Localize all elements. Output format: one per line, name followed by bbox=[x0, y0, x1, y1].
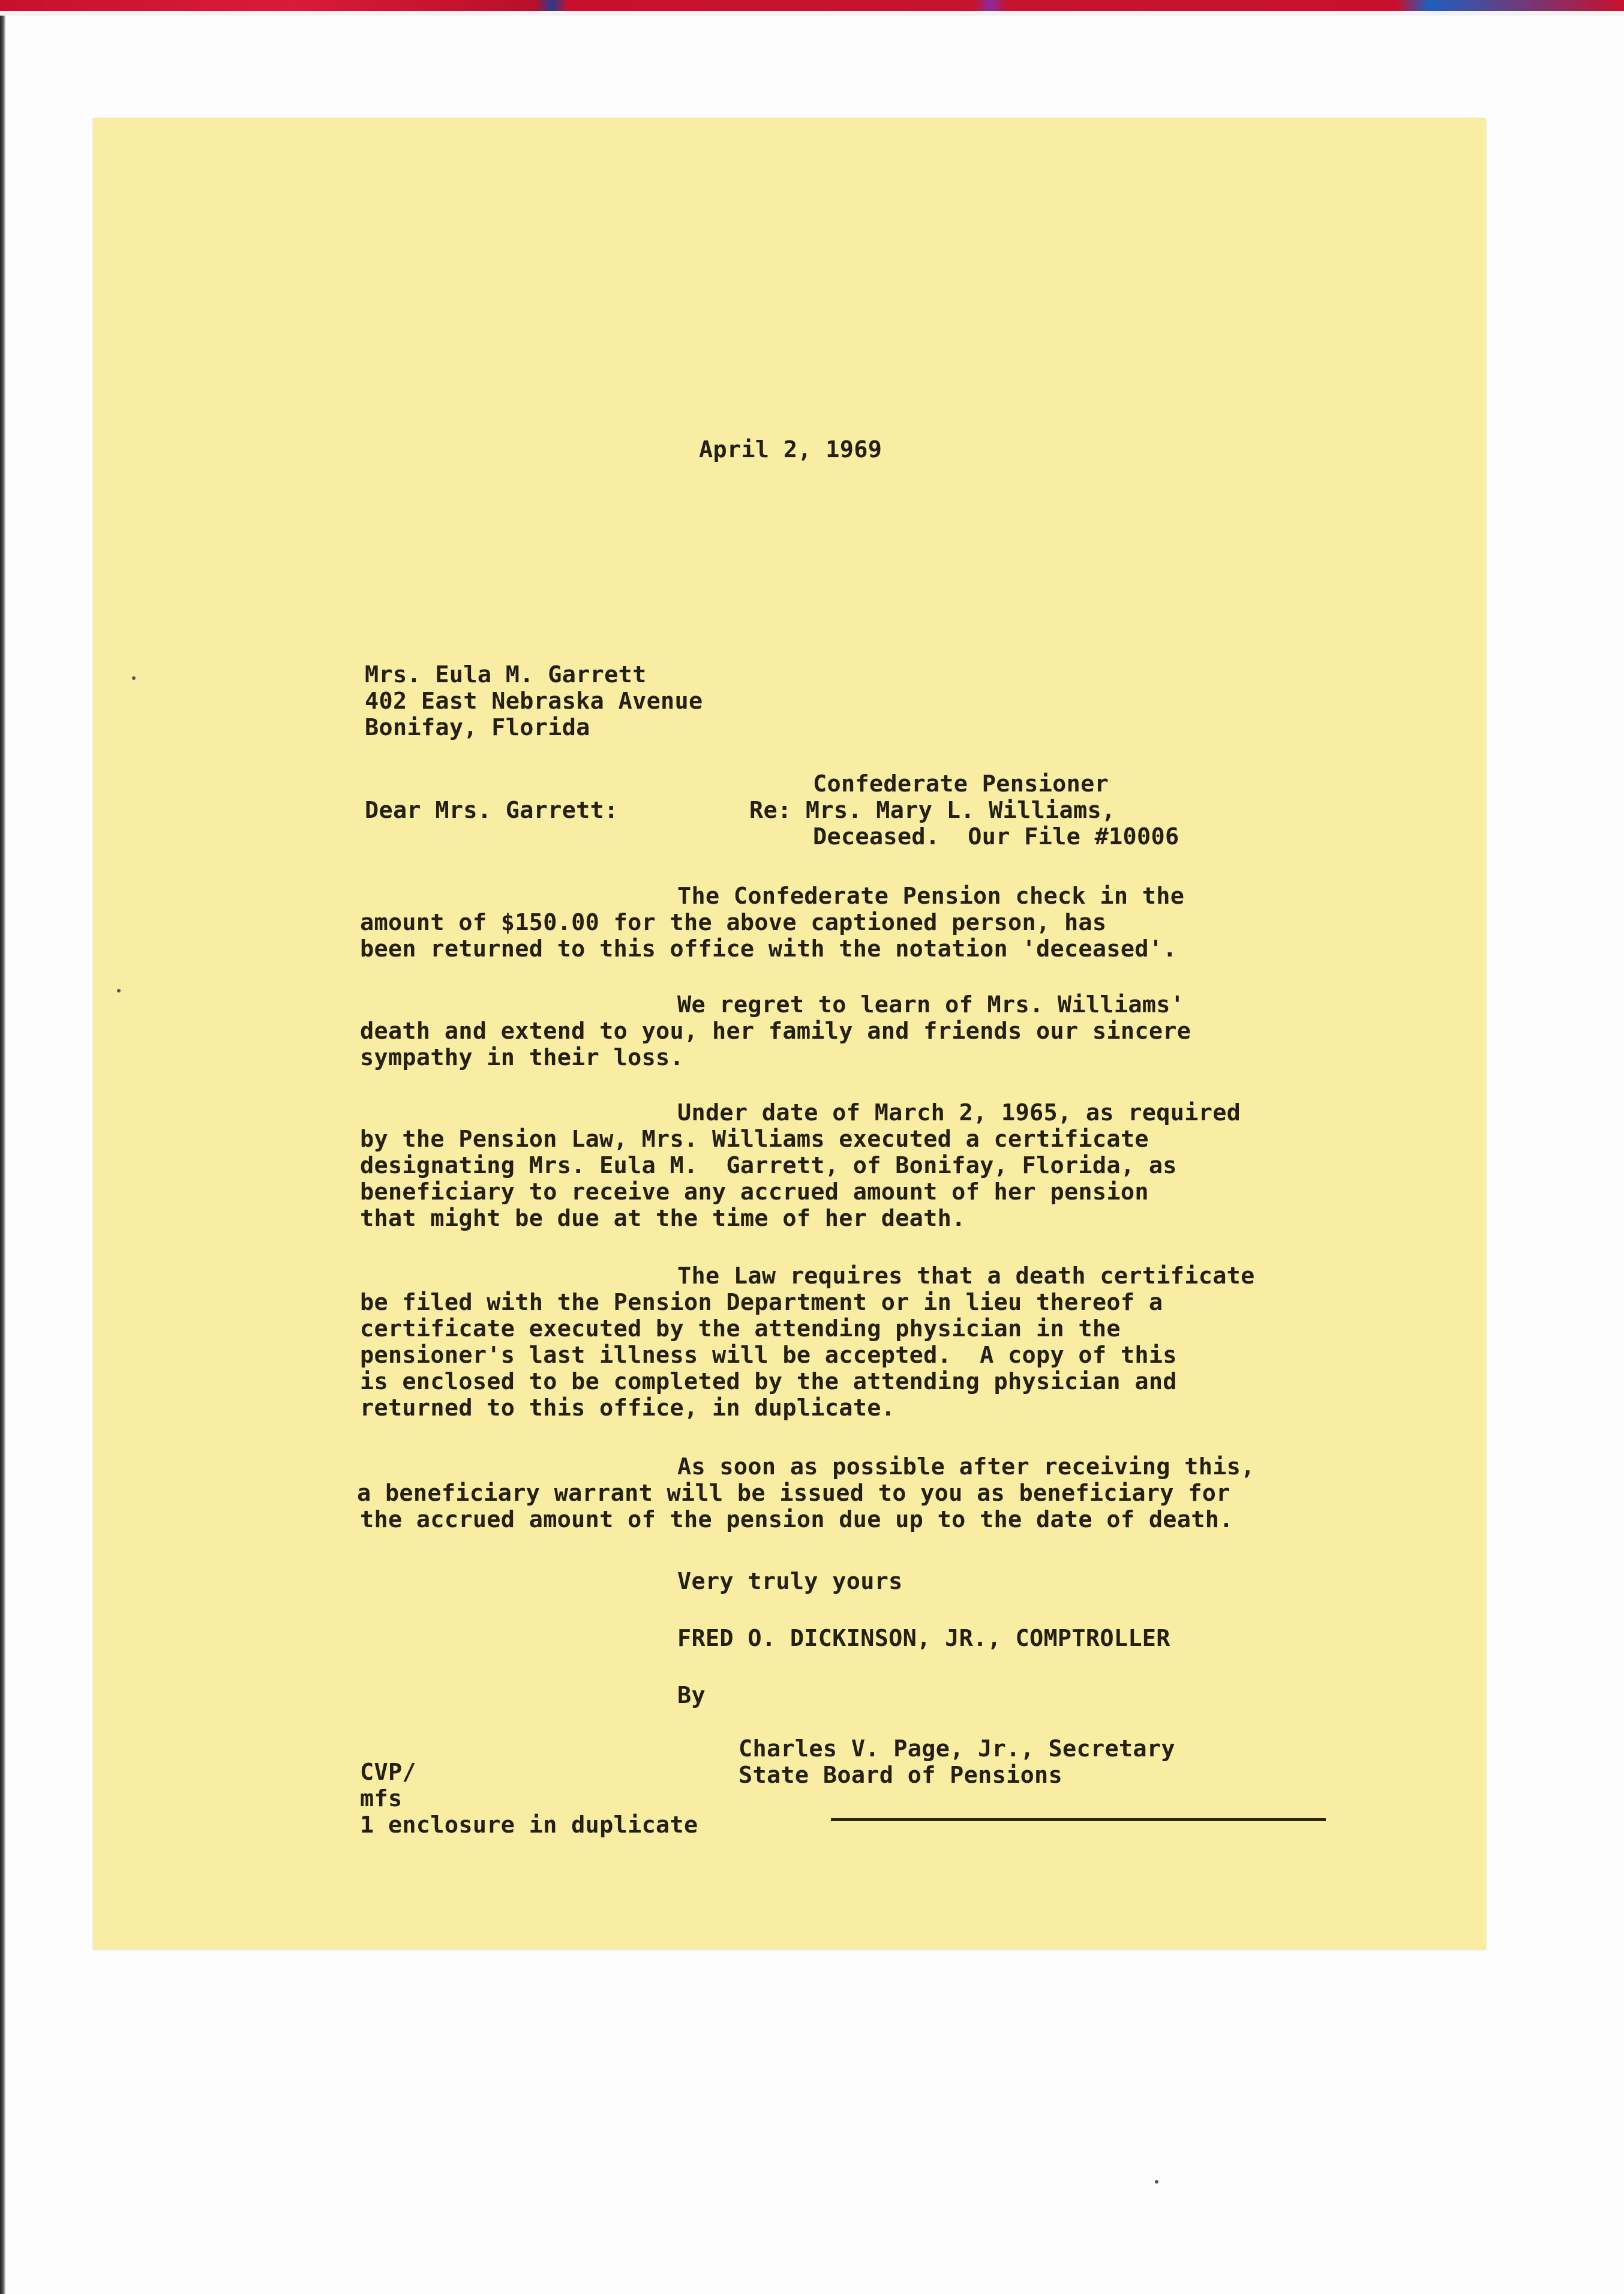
letter-page bbox=[93, 118, 1486, 1950]
paragraph-4-line-5: is enclosed to be completed by the attending physician and bbox=[360, 1368, 1177, 1395]
recipient-name: Mrs. Eula M. Garrett bbox=[365, 661, 647, 688]
signer-title: State Board of Pensions bbox=[739, 1762, 1063, 1789]
signer-name: Charles V. Page, Jr., Secretary bbox=[739, 1735, 1175, 1762]
paragraph-1-line-2: amount of $150.00 for the above captioned person, has bbox=[360, 909, 1107, 936]
paragraph-4-line-1: The Law requires that a death certificate bbox=[677, 1263, 1255, 1290]
reference-line-3: Deceased. Our File #10006 bbox=[813, 823, 1179, 850]
scan-edge bbox=[0, 16, 5, 2294]
paragraph-4-line-2: be filed with the Pension Department or in lieu thereof a bbox=[360, 1289, 1163, 1316]
scan-speck bbox=[132, 676, 136, 680]
paragraph-5-line-2: a beneficiary warrant will be issued to you as beneficiary for bbox=[357, 1480, 1230, 1507]
scan-speck bbox=[117, 989, 121, 992]
paragraph-3-line-3: designating Mrs. Eula M. Garrett, of Bonifay, Florida, as bbox=[360, 1152, 1177, 1179]
salutation: Dear Mrs. Garrett: bbox=[365, 797, 619, 824]
recipient-city: Bonifay, Florida bbox=[365, 714, 590, 741]
typist-initials: mfs bbox=[360, 1785, 403, 1812]
paragraph-2-line-1: We regret to learn of Mrs. Williams' bbox=[677, 991, 1185, 1018]
paragraph-3-line-4: beneficiary to receive any accrued amount of her pension bbox=[360, 1179, 1149, 1206]
by-line: By bbox=[677, 1682, 706, 1709]
enclosure-note: 1 enclosure in duplicate bbox=[360, 1812, 698, 1839]
sender-line: FRED O. DICKINSON, JR., COMPTROLLER bbox=[677, 1625, 1170, 1652]
paragraph-4-line-6: returned to this office, in duplicate. bbox=[360, 1395, 896, 1422]
paragraph-5-line-3: the accrued amount of the pension due up to the date of death. bbox=[360, 1506, 1233, 1533]
paragraph-2-line-2: death and extend to you, her family and friends our sincere bbox=[360, 1018, 1191, 1045]
reference-initials: CVP/ bbox=[360, 1759, 416, 1786]
paragraph-2-line-3: sympathy in their loss. bbox=[360, 1044, 685, 1071]
paragraph-3-line-5: that might be due at the time of her death. bbox=[360, 1205, 966, 1232]
signature-line bbox=[831, 1818, 1326, 1821]
recipient-street: 402 East Nebraska Avenue bbox=[365, 688, 703, 715]
paragraph-4-line-4: pensioner's last illness will be accepted. A copy of this bbox=[360, 1342, 1177, 1369]
reference-line-2: Re: Mrs. Mary L. Williams, bbox=[749, 797, 1116, 824]
scan-color-strip bbox=[0, 0, 1624, 16]
closing: Very truly yours bbox=[677, 1568, 903, 1595]
scan-speck bbox=[1155, 2180, 1158, 2184]
paragraph-1-line-3: been returned to this office with the notation 'deceased'. bbox=[360, 935, 1177, 962]
paragraph-3-line-2: by the Pension Law, Mrs. Williams executed a certificate bbox=[360, 1126, 1149, 1153]
paragraph-5-line-1: As soon as possible after receiving this, bbox=[677, 1453, 1255, 1480]
paragraph-3-line-1: Under date of March 2, 1965, as required bbox=[677, 1099, 1241, 1126]
reference-line-1: Confederate Pensioner bbox=[813, 770, 1109, 797]
paragraph-4-line-3: certificate executed by the attending physician in the bbox=[360, 1315, 1121, 1342]
letter-date: April 2, 1969 bbox=[699, 436, 882, 463]
paragraph-1-line-1: The Confederate Pension check in the bbox=[677, 883, 1185, 910]
